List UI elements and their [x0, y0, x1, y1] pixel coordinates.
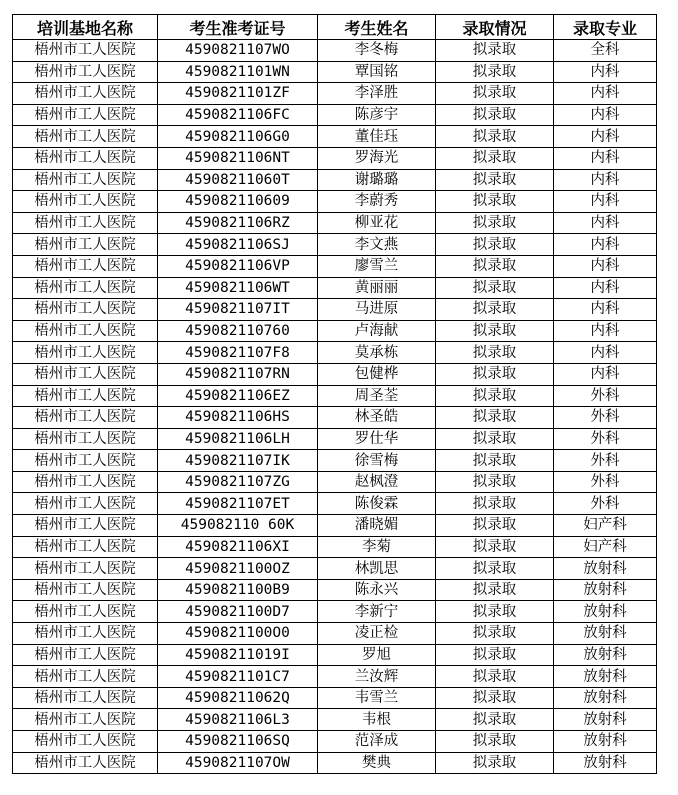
cell-admission-status: 拟录取 [436, 515, 554, 537]
cell-candidate-name: 兰汝辉 [318, 666, 436, 688]
cell-base-name: 梧州市工人医院 [13, 450, 158, 472]
cell-exam-id: 4590821101WN [158, 61, 318, 83]
cell-specialty: 内科 [554, 342, 657, 364]
table-row [13, 623, 657, 645]
cell-admission-status: 拟录取 [436, 385, 554, 407]
cell-candidate-name: 莫承栋 [318, 342, 436, 364]
cell-candidate-name: 樊典 [318, 752, 436, 774]
cell-specialty: 内科 [554, 83, 657, 105]
cell-exam-id: 4590821107F8 [158, 342, 318, 364]
cell-specialty: 放射科 [554, 601, 657, 623]
table-row [13, 687, 657, 709]
cell-exam-id: 4590821100B9 [158, 579, 318, 601]
cell-exam-id: 4590821106VP [158, 255, 318, 277]
table-row [13, 515, 657, 537]
header-base-name: 培训基地名称 [13, 15, 158, 40]
cell-specialty: 外科 [554, 471, 657, 493]
cell-candidate-name: 董佳珏 [318, 126, 436, 148]
cell-candidate-name: 凌正检 [318, 623, 436, 645]
cell-base-name: 梧州市工人医院 [13, 666, 158, 688]
cell-admission-status: 拟录取 [436, 601, 554, 623]
cell-base-name: 梧州市工人医院 [13, 320, 158, 342]
cell-candidate-name: 陈彦宇 [318, 104, 436, 126]
cell-admission-status: 拟录取 [436, 471, 554, 493]
cell-candidate-name: 林凯思 [318, 558, 436, 580]
table-row [13, 666, 657, 688]
cell-candidate-name: 陈俊霖 [318, 493, 436, 515]
cell-admission-status: 拟录取 [436, 61, 554, 83]
cell-exam-id: 4590821106RZ [158, 212, 318, 234]
cell-admission-status: 拟录取 [436, 623, 554, 645]
cell-exam-id: 4590821101ZF [158, 83, 318, 105]
cell-candidate-name: 李新宁 [318, 601, 436, 623]
cell-base-name: 梧州市工人医院 [13, 61, 158, 83]
table-row [13, 579, 657, 601]
cell-specialty: 内科 [554, 212, 657, 234]
cell-exam-id: 4590821107ET [158, 493, 318, 515]
cell-specialty: 放射科 [554, 644, 657, 666]
cell-exam-id: 4590821100OZ [158, 558, 318, 580]
cell-admission-status: 拟录取 [436, 126, 554, 148]
cell-exam-id: 4590821106SJ [158, 234, 318, 256]
header-row [13, 15, 657, 40]
cell-specialty: 内科 [554, 147, 657, 169]
cell-exam-id: 4590821100O0 [158, 623, 318, 645]
table-row [13, 428, 657, 450]
cell-base-name: 梧州市工人医院 [13, 83, 158, 105]
cell-base-name: 梧州市工人医院 [13, 299, 158, 321]
cell-specialty: 放射科 [554, 731, 657, 753]
cell-admission-status: 拟录取 [436, 40, 554, 62]
table-row [13, 255, 657, 277]
cell-admission-status: 拟录取 [436, 169, 554, 191]
cell-admission-status: 拟录取 [436, 342, 554, 364]
cell-specialty: 内科 [554, 299, 657, 321]
cell-admission-status: 拟录取 [436, 493, 554, 515]
cell-candidate-name: 陈永兴 [318, 579, 436, 601]
cell-admission-status: 拟录取 [436, 147, 554, 169]
cell-specialty: 放射科 [554, 623, 657, 645]
cell-specialty: 放射科 [554, 752, 657, 774]
cell-candidate-name: 李文燕 [318, 234, 436, 256]
cell-admission-status: 拟录取 [436, 731, 554, 753]
cell-exam-id: 4590821107RN [158, 363, 318, 385]
cell-specialty: 放射科 [554, 709, 657, 731]
cell-specialty: 外科 [554, 493, 657, 515]
table-row [13, 147, 657, 169]
cell-base-name: 梧州市工人医院 [13, 40, 158, 62]
cell-exam-id: 4590821106XI [158, 536, 318, 558]
cell-base-name: 梧州市工人医院 [13, 255, 158, 277]
table-row [13, 104, 657, 126]
table-row [13, 471, 657, 493]
header-exam-id: 考生准考证号 [158, 15, 318, 40]
cell-admission-status: 拟录取 [436, 709, 554, 731]
cell-specialty: 放射科 [554, 579, 657, 601]
cell-candidate-name: 李泽胜 [318, 83, 436, 105]
cell-admission-status: 拟录取 [436, 277, 554, 299]
cell-specialty: 放射科 [554, 687, 657, 709]
cell-exam-id: 459082110760 [158, 320, 318, 342]
cell-base-name: 梧州市工人医院 [13, 212, 158, 234]
cell-base-name: 梧州市工人医院 [13, 644, 158, 666]
cell-admission-status: 拟录取 [436, 752, 554, 774]
table-row [13, 61, 657, 83]
cell-base-name: 梧州市工人医院 [13, 601, 158, 623]
cell-base-name: 梧州市工人医院 [13, 342, 158, 364]
cell-candidate-name: 林圣皓 [318, 407, 436, 429]
cell-base-name: 梧州市工人医院 [13, 191, 158, 213]
cell-exam-id: 4590821101C7 [158, 666, 318, 688]
cell-specialty: 外科 [554, 407, 657, 429]
cell-exam-id: 4590821106FC [158, 104, 318, 126]
cell-exam-id: 4590821107IT [158, 299, 318, 321]
cell-base-name: 梧州市工人医院 [13, 407, 158, 429]
cell-candidate-name: 韦根 [318, 709, 436, 731]
cell-exam-id: 4590821106WT [158, 277, 318, 299]
cell-admission-status: 拟录取 [436, 536, 554, 558]
cell-candidate-name: 韦雪兰 [318, 687, 436, 709]
cell-specialty: 内科 [554, 234, 657, 256]
cell-admission-status: 拟录取 [436, 666, 554, 688]
cell-exam-id: 4590821106EZ [158, 385, 318, 407]
table-row [13, 212, 657, 234]
cell-exam-id: 45908211062Q [158, 687, 318, 709]
cell-candidate-name: 李蔚秀 [318, 191, 436, 213]
cell-base-name: 梧州市工人医院 [13, 104, 158, 126]
cell-admission-status: 拟录取 [436, 428, 554, 450]
cell-admission-status: 拟录取 [436, 299, 554, 321]
cell-base-name: 梧州市工人医院 [13, 579, 158, 601]
cell-base-name: 梧州市工人医院 [13, 363, 158, 385]
cell-candidate-name: 李冬梅 [318, 40, 436, 62]
cell-base-name: 梧州市工人医院 [13, 731, 158, 753]
table-row [13, 191, 657, 213]
cell-admission-status: 拟录取 [436, 104, 554, 126]
cell-base-name: 梧州市工人医院 [13, 687, 158, 709]
cell-specialty: 妇产科 [554, 515, 657, 537]
cell-specialty: 内科 [554, 363, 657, 385]
cell-candidate-name: 罗仕华 [318, 428, 436, 450]
cell-specialty: 全科 [554, 40, 657, 62]
cell-candidate-name: 范泽成 [318, 731, 436, 753]
cell-admission-status: 拟录取 [436, 83, 554, 105]
cell-exam-id: 4590821100D7 [158, 601, 318, 623]
cell-admission-status: 拟录取 [436, 450, 554, 472]
cell-base-name: 梧州市工人医院 [13, 471, 158, 493]
cell-admission-status: 拟录取 [436, 320, 554, 342]
cell-exam-id: 4590821107ZG [158, 471, 318, 493]
cell-base-name: 梧州市工人医院 [13, 558, 158, 580]
table-row [13, 126, 657, 148]
cell-exam-id: 4590821107OW [158, 752, 318, 774]
cell-specialty: 内科 [554, 320, 657, 342]
cell-candidate-name: 马进原 [318, 299, 436, 321]
cell-admission-status: 拟录取 [436, 212, 554, 234]
cell-base-name: 梧州市工人医院 [13, 536, 158, 558]
cell-base-name: 梧州市工人医院 [13, 147, 158, 169]
table-row [13, 644, 657, 666]
cell-base-name: 梧州市工人医院 [13, 493, 158, 515]
cell-admission-status: 拟录取 [436, 234, 554, 256]
cell-exam-id: 4590821106SQ [158, 731, 318, 753]
cell-base-name: 梧州市工人医院 [13, 126, 158, 148]
cell-exam-id: 459082110609 [158, 191, 318, 213]
cell-specialty: 外科 [554, 385, 657, 407]
cell-base-name: 梧州市工人医院 [13, 623, 158, 645]
cell-base-name: 梧州市工人医院 [13, 752, 158, 774]
table-row [13, 342, 657, 364]
cell-base-name: 梧州市工人医院 [13, 515, 158, 537]
cell-specialty: 内科 [554, 61, 657, 83]
cell-exam-id: 45908211060T [158, 169, 318, 191]
cell-base-name: 梧州市工人医院 [13, 277, 158, 299]
cell-candidate-name: 周圣荃 [318, 385, 436, 407]
cell-exam-id: 4590821106LH [158, 428, 318, 450]
cell-base-name: 梧州市工人医院 [13, 234, 158, 256]
table-row [13, 363, 657, 385]
cell-candidate-name: 李菊 [318, 536, 436, 558]
header-specialty: 录取专业 [554, 15, 657, 40]
cell-exam-id: 4590821106HS [158, 407, 318, 429]
cell-base-name: 梧州市工人医院 [13, 385, 158, 407]
table-row [13, 299, 657, 321]
cell-candidate-name: 覃国铭 [318, 61, 436, 83]
cell-exam-id: 4590821106G0 [158, 126, 318, 148]
cell-exam-id: 45908211019I [158, 644, 318, 666]
cell-candidate-name: 潘晓媚 [318, 515, 436, 537]
table-row [13, 277, 657, 299]
table-row [13, 385, 657, 407]
admission-table [12, 14, 657, 774]
cell-candidate-name: 黄丽丽 [318, 277, 436, 299]
cell-specialty: 外科 [554, 428, 657, 450]
cell-specialty: 内科 [554, 104, 657, 126]
cell-candidate-name: 卢海献 [318, 320, 436, 342]
cell-exam-id: 4590821106NT [158, 147, 318, 169]
cell-specialty: 外科 [554, 450, 657, 472]
header-candidate-name: 考生姓名 [318, 15, 436, 40]
cell-candidate-name: 罗海光 [318, 147, 436, 169]
table-row [13, 752, 657, 774]
cell-admission-status: 拟录取 [436, 558, 554, 580]
cell-admission-status: 拟录取 [436, 255, 554, 277]
cell-admission-status: 拟录取 [436, 191, 554, 213]
table-row [13, 234, 657, 256]
cell-exam-id: 4590821107WO [158, 40, 318, 62]
table-row [13, 320, 657, 342]
cell-admission-status: 拟录取 [436, 579, 554, 601]
cell-base-name: 梧州市工人医院 [13, 709, 158, 731]
cell-admission-status: 拟录取 [436, 407, 554, 429]
cell-specialty: 内科 [554, 277, 657, 299]
cell-candidate-name: 赵枫澄 [318, 471, 436, 493]
cell-base-name: 梧州市工人医院 [13, 428, 158, 450]
table-row [13, 601, 657, 623]
table-row [13, 407, 657, 429]
cell-exam-id: 4590821106L3 [158, 709, 318, 731]
table-row [13, 493, 657, 515]
cell-specialty: 内科 [554, 126, 657, 148]
cell-specialty: 放射科 [554, 666, 657, 688]
cell-admission-status: 拟录取 [436, 687, 554, 709]
cell-specialty: 放射科 [554, 558, 657, 580]
table-row [13, 83, 657, 105]
cell-candidate-name: 柳亚花 [318, 212, 436, 234]
cell-specialty: 内科 [554, 255, 657, 277]
cell-candidate-name: 谢璐璐 [318, 169, 436, 191]
cell-admission-status: 拟录取 [436, 644, 554, 666]
cell-specialty: 内科 [554, 169, 657, 191]
cell-base-name: 梧州市工人医院 [13, 169, 158, 191]
table-row [13, 558, 657, 580]
cell-candidate-name: 包健桦 [318, 363, 436, 385]
table-row [13, 536, 657, 558]
table-row [13, 709, 657, 731]
cell-specialty: 妇产科 [554, 536, 657, 558]
table-row [13, 731, 657, 753]
cell-candidate-name: 罗旭 [318, 644, 436, 666]
table-row [13, 40, 657, 62]
cell-candidate-name: 廖雪兰 [318, 255, 436, 277]
header-admission-status: 录取情况 [436, 15, 554, 40]
cell-exam-id: 4590821107IK [158, 450, 318, 472]
table-row [13, 450, 657, 472]
cell-specialty: 内科 [554, 191, 657, 213]
cell-exam-id: 459082110 60K [158, 515, 318, 537]
cell-candidate-name: 徐雪梅 [318, 450, 436, 472]
cell-admission-status: 拟录取 [436, 363, 554, 385]
table-row [13, 169, 657, 191]
table-body [13, 40, 657, 774]
